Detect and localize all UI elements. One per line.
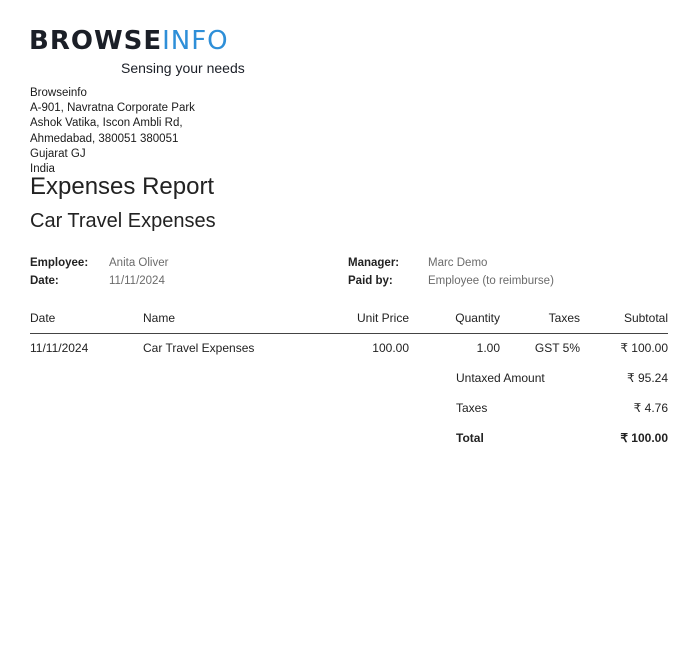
col-header-date: Date xyxy=(30,311,56,325)
taxes-value: ₹ 4.76 xyxy=(633,401,668,415)
address-line: India xyxy=(30,163,55,176)
employee-label: Employee: xyxy=(30,257,89,269)
report-subtitle: Car Travel Expenses xyxy=(30,210,216,232)
logo-tagline: Sensing your needs xyxy=(121,60,245,76)
cell-taxes: GST 5% xyxy=(534,341,580,355)
col-header-taxes: Taxes xyxy=(548,311,580,325)
untaxed-amount-value: ₹ 95.24 xyxy=(627,371,668,385)
logo-wordmark xyxy=(29,27,229,55)
address-line: Browseinfo xyxy=(30,87,87,99)
col-header-unit-price: Unit Price xyxy=(356,311,409,325)
logo-wordmark-blue: INFO xyxy=(162,26,229,56)
date-value: 11/11/2024 xyxy=(109,275,165,287)
col-header-subtotal: Subtotal xyxy=(623,311,668,325)
cell-quantity: 1.00 xyxy=(476,341,500,355)
col-header-name: Name xyxy=(143,311,176,325)
date-label: Date: xyxy=(30,275,59,287)
untaxed-amount-label: Untaxed Amount xyxy=(456,371,545,385)
taxes-label: Taxes xyxy=(456,401,488,415)
report-title: Expenses Report xyxy=(30,173,215,200)
company-address xyxy=(30,86,195,177)
cell-subtotal: ₹ 100.00 xyxy=(620,341,668,355)
address-line: A-901, Navratna Corporate Park xyxy=(30,102,195,115)
paid-by-value: Employee (to reimburse) xyxy=(428,275,554,287)
manager-value: Marc Demo xyxy=(428,257,488,269)
col-header-quantity: Quantity xyxy=(455,311,500,325)
cell-unit-price: 100.00 xyxy=(372,341,409,355)
address-line: Ahmedabad, 380051 380051 xyxy=(30,132,179,145)
cell-date: 11/11/2024 xyxy=(30,341,89,355)
cell-name: Car Travel Expenses xyxy=(143,341,255,355)
employee-value: Anita Oliver xyxy=(109,257,169,269)
address-line: Gujarat GJ xyxy=(30,147,86,160)
paid-by-label: Paid by: xyxy=(348,275,393,287)
company-logo xyxy=(29,26,245,76)
logo-wordmark-dark: BROWSE xyxy=(29,26,163,56)
table-header-divider xyxy=(30,333,668,334)
total-value: ₹ 100.00 xyxy=(620,431,668,445)
total-label: Total xyxy=(456,431,484,445)
address-line: Ashok Vatika, Iscon Ambli Rd, xyxy=(30,117,183,130)
manager-label: Manager: xyxy=(348,257,400,269)
